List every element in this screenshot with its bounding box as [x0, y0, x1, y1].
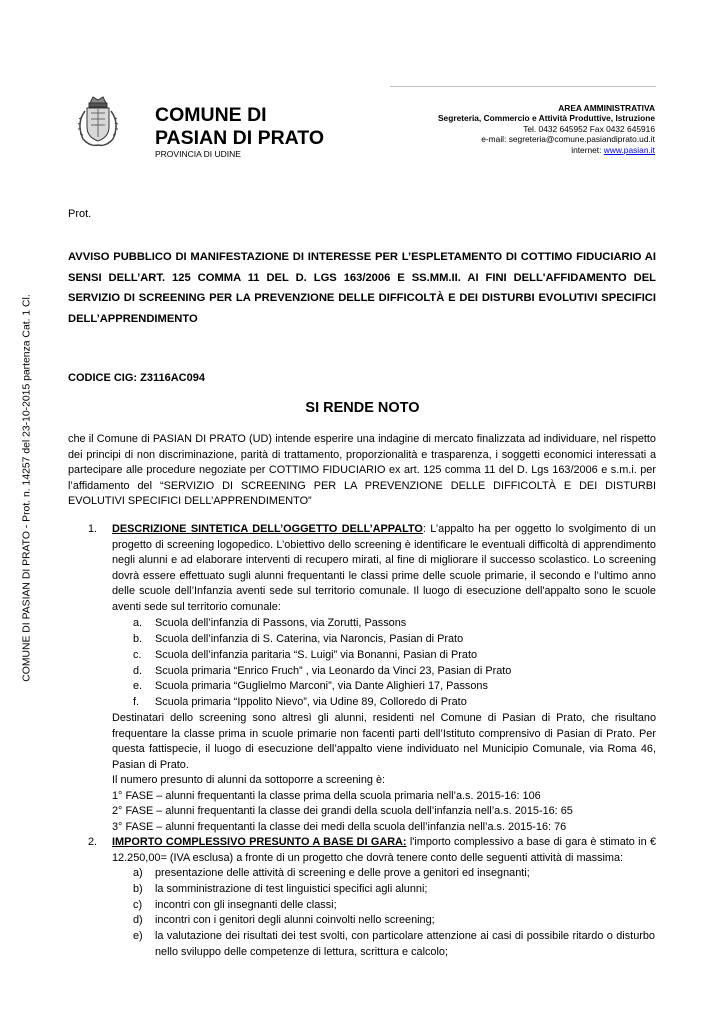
area-name: AREA AMMINISTRATIVA: [558, 103, 655, 113]
protocol-stamp-text: COMUNE DI PASIAN DI PRATO - Prot. n. 14257 del 23-10-2015 partenza Cat. 1 Cl.: [21, 294, 33, 682]
school-item: Scuola primaria “Ippolito Nievo”, via Udine 89, Colloredo di Prato: [155, 696, 467, 708]
activity-item: presentazione delle attività di screening e delle prove a genitori ed insegnanti;: [155, 867, 530, 879]
section1-number: 1.: [88, 523, 98, 535]
activity-item: incontri con gli insegnanti delle classi;: [155, 899, 337, 911]
department: Segreteria, Commercio e Attività Produttive, Istruzione: [437, 113, 655, 124]
email: e-mail: segreteria@comune.pasiandiprato.ud.it: [481, 134, 655, 145]
si-rende-noto-heading: SI RENDE NOTO: [305, 400, 420, 416]
section1-text: : L’appalto ha per oggetto lo svolgimento di un progetto di screening logopedico. L’obiettivo dello screening è identificare le eventuali difficoltà di apprendimento negli alunni e ad elaborare interventi di recupero mirati, al fine di migliorare il successo scolastico. Lo screening dovrà essere effettuato sugli alunni frequentanti le classi prime delle scuole primarie, il secondo e l’ultimo anno delle scuole dell’Infanzia aventi sede sul territorio comunale. Il luogo di esecuzione dell'appalto sono le scuole aventi sede sul territorio comunale:: [112, 523, 656, 613]
activity-letter: a): [133, 867, 143, 879]
cig-code: CODICE CIG: Z3116AC094: [68, 372, 205, 384]
section2-heading: IMPORTO COMPLESSIVO PRESUNTO A BASE DI GARA:: [112, 836, 407, 848]
activity-letter: e): [133, 930, 143, 942]
municipality-name-line1: COMUNE DI: [155, 104, 267, 126]
school-letter: c.: [133, 649, 142, 661]
municipality-name: [155, 104, 324, 150]
school-item: Scuola dell’infanzia di S. Caterina, via Naroncis, Pasian di Prato: [155, 633, 464, 645]
count-intro: Il numero presunto di alunni da sottoporre a screening è:: [112, 774, 386, 786]
school-letter: f.: [133, 696, 140, 708]
internet: [355, 145, 655, 155]
school-item: Scuola primaria “Enrico Fruch” , via Leonardo da Vinci 23, Pasian di Prato: [155, 665, 512, 677]
school-letter: d.: [133, 665, 143, 677]
notice-title: AVVISO PUBBLICO DI MANIFESTAZIONE DI INTERESSE PER L’ESPLETAMENTO DI COTTIMO FIDUCIARIO AI SENSI DELL’ART. 125 COMMA 11 DEL D. LGS 163/2006 E SS.MM.II. AI FINI DELL'AFFIDAMENTO DEL SERVIZIO DI SCREENING PER LA PREVENZIONE DELLE DIFFICOLTÀ E DEI DISTURBI EVOLUTIVI SPECIFICI DELL’APPRENDIMENTO: [68, 251, 656, 325]
intro-paragraph: che il Comune di PASIAN DI PRATO (UD) intende esperire una indagine di mercato finalizzata ad individuare, nel rispetto dei principi di non discriminazione, parità di trattamento, proporzionalità e trasparenza, i soggetti economici interessati a partecipare alle procedure negoziate per COTTIMO FIDUCIARIO ex art. 125 comma 11 del D. Lgs 163/2006 e s.m.i. per l’affidamento del “SERVIZIO DI SCREENING PER LA PREVENZIONE DELLE DIFFICOLTÀ E DEI DISTURBI EVOLUTIVI SPECIFICI DELL’APPRENDIMENTO”: [68, 433, 656, 508]
phase-item: 1° FASE – alunni frequentanti la classe prima della scuola primaria nell’a.s. 2015-16: 106: [112, 790, 541, 802]
section1-heading: DESCRIZIONE SINTETICA DELL’OGGETTO DELL’APPALTO: [112, 523, 423, 535]
header-rule: [390, 86, 656, 87]
phase-item: 3° FASE – alunni frequentanti la classe dei medi della scuola dell’infanzia nell’a.s. 2015-16: 76: [112, 821, 567, 833]
internet-label: internet:: [571, 144, 604, 155]
activity-letter: b): [133, 883, 143, 895]
recipients-paragraph: Destinatari dello screening sono altresì gli alunni, residenti nel Comune di Pasian di Prato, che risultano frequentare la classe prima in scuole primarie non facenti parti dell’Istituto comprensivo di Pasian di Prato. Per questa fattispecie, il luogo di esecuzione dell’appalto viene individuato nel Municipio Comunale, via Roma 46, Pasian di Prato.: [112, 712, 656, 771]
school-item: Scuola primaria “Guglielmo Marconi”, via Dante Alighieri 17, Passons: [155, 680, 488, 692]
phone-fax: Tel. 0432 645952 Fax 0432 645916: [523, 123, 655, 134]
school-letter: e.: [133, 680, 143, 692]
section2-body: [112, 835, 656, 866]
school-item: Scuola dell’infanzia paritaria “S. Luigi” via Bonanni, Pasian di Prato: [155, 649, 478, 661]
activity-item: la somministrazione di test linguistici specifici agli alunni;: [155, 883, 428, 895]
protocol-label: Prot.: [68, 208, 92, 220]
phase-item: 2° FASE – alunni frequentanti la classe dei grandi della scuola dell’infanzia nell’a.s. 2015-16: 65: [112, 805, 573, 817]
protocol-stamp: [14, 293, 40, 683]
activity-item: la valutazione dei risultati dei test svolti, con particolare attenzione ai casi di possibile ritardo o disturbo nello sviluppo delle competenze di lettura, scrittura e calcolo;: [155, 930, 655, 958]
municipal-crest-icon: [73, 91, 123, 151]
municipality-name-line2: PASIAN DI PRATO: [155, 127, 325, 149]
school-item: Scuola dell’infanzia di Passons, via Zorutti, Passons: [155, 617, 407, 629]
activity-item: incontri con i genitori degli alunni coinvolti nello screening;: [155, 914, 435, 926]
office-contacts: [355, 103, 655, 155]
section1-body: [112, 522, 656, 616]
activity-letter: d): [133, 914, 143, 926]
section2-number: 2.: [88, 836, 98, 848]
province: PROVINCIA DI UDINE: [155, 149, 241, 159]
school-letter: a.: [133, 617, 143, 629]
school-letter: b.: [133, 633, 143, 645]
section2-text: l'importo complessivo a base di gara è stimato in € 12.250,00= (IVA esclusa) a fronte di un progetto che dovrà tenere conto delle seguenti attività di massima:: [112, 836, 656, 864]
activity-letter: c): [133, 899, 143, 911]
website-link[interactable]: www.pasian.it: [603, 144, 655, 155]
